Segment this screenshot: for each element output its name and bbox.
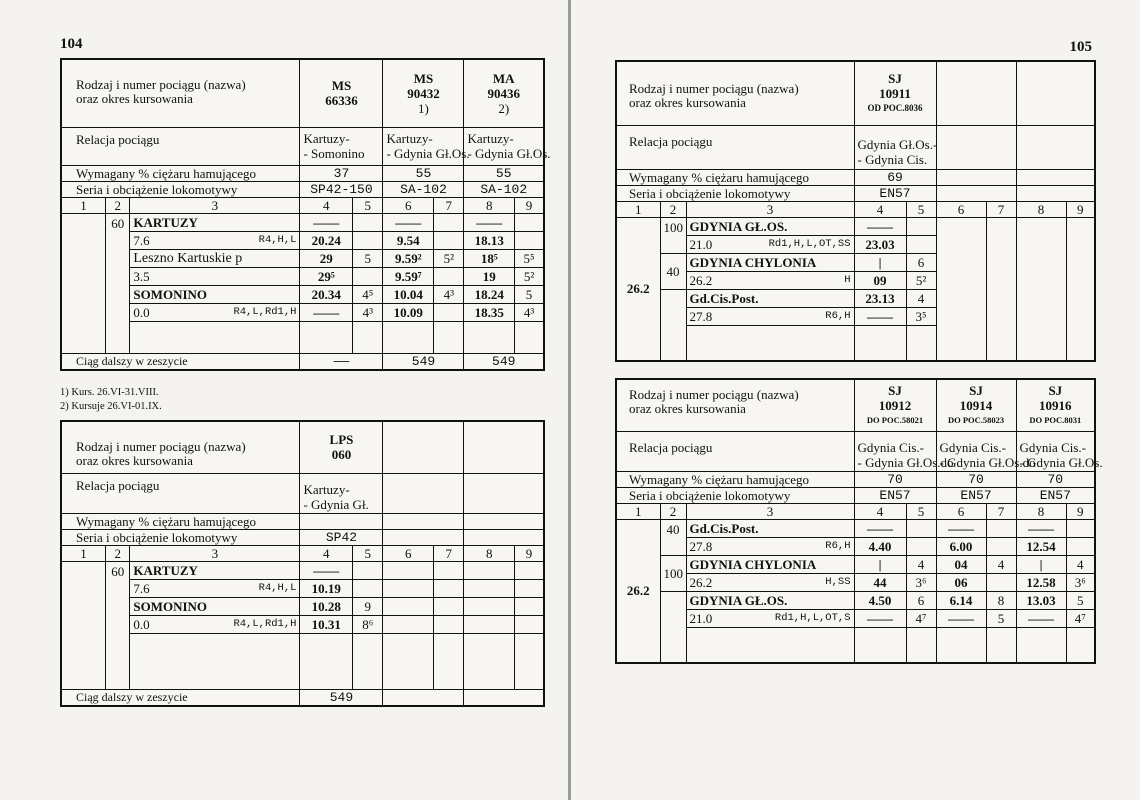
header-label: Rodzaj i numer pociągu (nazwa) oraz okres kursowania (61, 59, 300, 127)
time-cell: 18⁵ (464, 249, 515, 267)
time-cell: —— (854, 217, 906, 235)
time-cell: 10.28 (300, 597, 353, 615)
speed-cell (660, 591, 686, 663)
time-cell: 18.24 (464, 285, 515, 303)
empty-cell (434, 597, 464, 615)
stop-cell (906, 235, 936, 253)
train-header: MS 66336 (300, 59, 383, 127)
empty-cell (936, 169, 1016, 185)
empty-cell (383, 615, 434, 633)
train-relation: Kartuzy- - Gdynia Gł.Os. (464, 127, 544, 165)
time-cell: 10.19 (300, 579, 353, 597)
empty-cell (464, 513, 544, 529)
time-cell: 10.31 (300, 615, 353, 633)
empty-cell (515, 615, 544, 633)
continuation-value: 549 (300, 689, 383, 706)
time-cell: 10.09 (383, 303, 434, 321)
station-km: 26.2 H,SS (686, 573, 854, 591)
column-number: 1 (616, 201, 660, 217)
empty-header (936, 61, 1016, 125)
column-number: 4 (300, 197, 353, 213)
relation-label: Relacja pociągu (61, 127, 300, 165)
station-km: 21.0 Rd1,H,L,OT,S (686, 609, 854, 627)
column-number: 9 (1066, 201, 1095, 217)
empty-cell (383, 473, 464, 513)
train-relation: Gdynia Cis.- - Gdynia Gł.Os. (1016, 431, 1095, 471)
empty-cell (936, 627, 986, 663)
header-label: Rodzaj i numer pociągu (nazwa) oraz okres kursowania (616, 61, 854, 125)
column-number: 5 (353, 197, 383, 213)
column-number: 8 (1016, 201, 1066, 217)
column-number: 5 (906, 201, 936, 217)
empty-cell (515, 561, 544, 579)
speed-cell: 60 (106, 213, 130, 353)
brake-value: 70 (854, 471, 936, 487)
stop-cell (515, 213, 544, 231)
stop-cell (353, 231, 383, 249)
stop-cell: 5 (353, 249, 383, 267)
line-number: 26.2 (616, 217, 660, 361)
column-number: 6 (383, 545, 434, 561)
station-km: 27.8 R6,H (686, 537, 854, 555)
empty-cell (434, 633, 464, 689)
brake-value: 69 (854, 169, 936, 185)
line-number: 26.2 (616, 519, 660, 663)
time-cell: 4.50 (854, 591, 906, 609)
empty-cell (515, 597, 544, 615)
relation-label: Relacja pociągu (616, 125, 854, 169)
loco-value: SP42-150 (300, 181, 383, 197)
stop-cell (986, 573, 1016, 591)
page-number: 105 (1069, 39, 1092, 55)
station-name: GDYNIA GŁ.OS. (686, 591, 854, 609)
empty-cell (434, 615, 464, 633)
loco-label: Seria i obciążenie lokomotywy (616, 185, 854, 201)
empty-cell (464, 597, 515, 615)
empty-cell (464, 321, 515, 353)
station-name: GDYNIA CHYLONIA (686, 555, 854, 573)
loco-value: SP42 (300, 529, 383, 545)
column-number: 4 (300, 545, 353, 561)
time-cell: 12.58 (1016, 573, 1066, 591)
stop-cell: 8 (986, 591, 1016, 609)
brake-value: 70 (936, 471, 1016, 487)
empty-cell (464, 689, 544, 706)
stop-cell: 4 (986, 555, 1016, 573)
column-number: 8 (1016, 503, 1066, 519)
footnotes (60, 386, 162, 414)
stop-cell: 5 (515, 285, 544, 303)
column-number: 8 (464, 197, 515, 213)
stop-cell (906, 217, 936, 235)
page-number: 104 (60, 36, 83, 52)
header-label: Rodzaj i numer pociągu (nazwa) oraz okres kursowania (61, 421, 300, 473)
empty-header (383, 421, 464, 473)
timetable-left-1 (60, 58, 551, 371)
continuation-label: Ciąg dalszy w zeszycie (61, 353, 300, 370)
stop-cell: 5² (434, 249, 464, 267)
empty-cell (130, 321, 300, 353)
time-cell: —— (1016, 519, 1066, 537)
column-number: 8 (464, 545, 515, 561)
time-cell: 12.54 (1016, 537, 1066, 555)
time-cell: 20.24 (300, 231, 353, 249)
stop-cell: 4³ (353, 303, 383, 321)
right-page (571, 0, 1140, 800)
empty-cell (383, 689, 464, 706)
stop-cell (434, 267, 464, 285)
station-km: 3.5 (130, 267, 300, 285)
column-number: 4 (854, 201, 906, 217)
train-header: MA 90436 2) (464, 59, 544, 127)
empty-cell (434, 579, 464, 597)
column-number: 6 (383, 197, 434, 213)
empty-cell (515, 321, 544, 353)
empty-cell (383, 321, 434, 353)
station-km: 0.0 R4,L,Rd1,H (130, 303, 300, 321)
empty-cell (1016, 169, 1095, 185)
empty-cell (353, 321, 383, 353)
station-name: Gd.Cis.Post. (686, 519, 854, 537)
brake-label: Wymagany % ciężaru hamującego (61, 513, 300, 529)
timetable-right-2 (615, 378, 1103, 664)
stop-cell: 4⁵ (353, 285, 383, 303)
loco-value: SA-102 (383, 181, 464, 197)
empty-cell (1066, 217, 1095, 361)
column-number: 2 (660, 201, 686, 217)
column-number: 9 (1066, 503, 1095, 519)
stop-cell: 4³ (434, 285, 464, 303)
column-number: 7 (434, 197, 464, 213)
empty-cell (906, 325, 936, 361)
time-cell: —— (300, 303, 353, 321)
time-cell: 18.13 (464, 231, 515, 249)
stop-cell (353, 213, 383, 231)
stop-cell: 9 (353, 597, 383, 615)
train-relation: Gdynia Cis.- - Gdynia Gł.Os.do (936, 431, 1016, 471)
empty-cell (300, 321, 353, 353)
column-number: 6 (936, 503, 986, 519)
empty-cell (1016, 185, 1095, 201)
time-cell: 23.13 (854, 289, 906, 307)
empty-cell (906, 627, 936, 663)
empty-cell (130, 633, 300, 689)
empty-cell (854, 325, 906, 361)
speed-cell: 60 (106, 561, 130, 689)
station-km: 21.0 Rd1,H,L,OT,SS (686, 235, 854, 253)
empty-cell (464, 615, 515, 633)
continuation-value: 549 (383, 353, 464, 370)
speed-cell: 40 (660, 519, 686, 555)
loco-label: Seria i obciążenie lokomotywy (616, 487, 854, 503)
time-cell: 09 (854, 271, 906, 289)
time-cell: 06 (936, 573, 986, 591)
empty-cell (986, 627, 1016, 663)
stop-cell: 5² (906, 271, 936, 289)
stop-cell (434, 213, 464, 231)
train-relation: Kartuzy- - Somonino (300, 127, 383, 165)
stop-cell: 4 (1066, 555, 1095, 573)
column-number: 6 (936, 201, 986, 217)
brake-label: Wymagany % ciężaru hamującego (616, 169, 854, 185)
time-cell: 29 (300, 249, 353, 267)
empty-cell (686, 627, 854, 663)
empty-cell (1066, 627, 1095, 663)
time-cell: —— (854, 307, 906, 325)
line-cell (61, 561, 106, 689)
time-cell: 29⁵ (300, 267, 353, 285)
train-header: SJ 10914 DO POC.58023 (936, 379, 1016, 431)
loco-value: EN57 (1016, 487, 1095, 503)
time-cell: —— (1016, 609, 1066, 627)
timetable-right-1 (615, 60, 1096, 362)
brake-value: 70 (1016, 471, 1095, 487)
column-number: 2 (660, 503, 686, 519)
time-cell: 44 (854, 573, 906, 591)
stop-cell (353, 579, 383, 597)
time-cell: 04 (936, 555, 986, 573)
empty-header (464, 421, 544, 473)
station-name: Leszno Kartuskie p (130, 249, 300, 267)
stop-cell (986, 537, 1016, 555)
brake-label: Wymagany % ciężaru hamującego (61, 165, 300, 181)
brake-value (300, 513, 383, 529)
column-number: 5 (906, 503, 936, 519)
stop-cell: 3⁶ (906, 573, 936, 591)
stop-cell (986, 519, 1016, 537)
time-cell: —— (383, 213, 434, 231)
time-cell: —— (936, 609, 986, 627)
stop-cell (515, 231, 544, 249)
column-number: 3 (130, 197, 300, 213)
loco-label: Seria i obciążenie lokomotywy (61, 181, 300, 197)
station-name: KARTUZY (130, 561, 300, 579)
column-number: 1 (616, 503, 660, 519)
empty-cell (854, 627, 906, 663)
empty-cell (515, 579, 544, 597)
stop-cell: 4 (906, 555, 936, 573)
empty-cell (986, 217, 1016, 361)
station-name: KARTUZY (130, 213, 300, 231)
empty-cell (383, 633, 434, 689)
empty-cell (515, 633, 544, 689)
empty-cell (464, 579, 515, 597)
empty-cell (936, 125, 1016, 169)
train-header: SJ 10911 OD POC.8036 (854, 61, 936, 125)
left-page (0, 0, 568, 800)
column-number: 7 (986, 503, 1016, 519)
empty-cell (383, 513, 464, 529)
time-cell: —— (936, 519, 986, 537)
empty-cell (434, 321, 464, 353)
stop-cell (906, 519, 936, 537)
stop-cell (353, 267, 383, 285)
column-number: 9 (515, 545, 544, 561)
station-name: GDYNIA GŁ.OS. (686, 217, 854, 235)
train-header: LPS 060 (300, 421, 383, 473)
brake-value: 55 (464, 165, 544, 181)
empty-cell (464, 633, 515, 689)
speed-cell: 100 (660, 555, 686, 591)
empty-cell (383, 529, 464, 545)
stop-cell: 6 (906, 591, 936, 609)
time-cell: 9.59⁷ (383, 267, 434, 285)
time-cell: | (854, 253, 906, 271)
speed-cell (660, 289, 686, 361)
train-header: SJ 10916 DO POC.8031 (1016, 379, 1095, 431)
time-cell: 6.14 (936, 591, 986, 609)
station-km: 27.8 R6,H (686, 307, 854, 325)
time-cell: | (854, 555, 906, 573)
loco-value: EN57 (854, 487, 936, 503)
continuation-value: —— (300, 353, 383, 370)
empty-cell (464, 561, 515, 579)
train-header: MS 90432 1) (383, 59, 464, 127)
train-relation: Gdynia Gł.Os.- - Gdynia Cis. (854, 125, 936, 169)
column-number: 5 (353, 545, 383, 561)
timetable-left-2 (60, 420, 545, 707)
empty-cell (353, 633, 383, 689)
station-name: GDYNIA CHYLONIA (686, 253, 854, 271)
stop-cell: 4³ (515, 303, 544, 321)
stop-cell (434, 231, 464, 249)
empty-cell (686, 325, 854, 361)
stop-cell: 4⁷ (1066, 609, 1095, 627)
train-header: SJ 10912 DO POC.58021 (854, 379, 936, 431)
station-name: Gd.Cis.Post. (686, 289, 854, 307)
station-km: 26.2 H (686, 271, 854, 289)
stop-cell: 6 (906, 253, 936, 271)
time-cell: 19 (464, 267, 515, 285)
stop-cell: 5 (986, 609, 1016, 627)
time-cell: 4.40 (854, 537, 906, 555)
time-cell: 23.03 (854, 235, 906, 253)
train-relation: Kartuzy- - Gdynia Gł.Os. (383, 127, 464, 165)
empty-cell (383, 579, 434, 597)
stop-cell (906, 537, 936, 555)
time-cell: —— (300, 213, 353, 231)
stop-cell: 4⁷ (906, 609, 936, 627)
column-number: 4 (854, 503, 906, 519)
empty-header (1016, 61, 1095, 125)
empty-cell (383, 597, 434, 615)
brake-value: 55 (383, 165, 464, 181)
speed-cell: 100 (660, 217, 686, 253)
column-number: 1 (61, 197, 106, 213)
empty-cell (1016, 627, 1066, 663)
train-relation: Kartuzy- - Gdynia Gł. (300, 473, 383, 513)
empty-cell (464, 473, 544, 513)
relation-label: Relacja pociągu (61, 473, 300, 513)
time-cell: —— (464, 213, 515, 231)
empty-cell (1016, 217, 1066, 361)
time-cell: | (1016, 555, 1066, 573)
brake-label: Wymagany % ciężaru hamującego (616, 471, 854, 487)
station-name: SOMONINO (130, 285, 300, 303)
column-number: 1 (61, 545, 106, 561)
stop-cell: 5 (1066, 591, 1095, 609)
stop-cell: 3⁵ (906, 307, 936, 325)
time-cell: 9.59² (383, 249, 434, 267)
stop-cell: 4 (906, 289, 936, 307)
empty-cell (434, 561, 464, 579)
stop-cell: 5² (515, 267, 544, 285)
column-number: 2 (106, 545, 130, 561)
column-number: 2 (106, 197, 130, 213)
stop-cell: 8⁶ (353, 615, 383, 633)
loco-value: EN57 (854, 185, 936, 201)
loco-value: EN57 (936, 487, 1016, 503)
time-cell: —— (300, 561, 353, 579)
column-number: 7 (986, 201, 1016, 217)
column-number: 3 (686, 503, 854, 519)
loco-value: SA-102 (464, 181, 544, 197)
time-cell: 20.34 (300, 285, 353, 303)
time-cell: 9.54 (383, 231, 434, 249)
empty-cell (936, 185, 1016, 201)
footnote: 1) Kurs. 26.VI-31.VIII. (60, 387, 159, 398)
station-km: 0.0 R4,L,Rd1,H (130, 615, 300, 633)
stop-cell (353, 561, 383, 579)
relation-label: Relacja pociągu (616, 431, 854, 471)
station-km: 7.6 R4,H,L (130, 579, 300, 597)
column-number: 7 (434, 545, 464, 561)
continuation-label: Ciąg dalszy w zeszycie (61, 689, 300, 706)
empty-cell (383, 561, 434, 579)
column-number: 9 (515, 197, 544, 213)
time-cell: 6.00 (936, 537, 986, 555)
loco-label: Seria i obciążenie lokomotywy (61, 529, 300, 545)
stop-cell (1066, 537, 1095, 555)
footnote: 2) Kursuje 26.VI-01.IX. (60, 401, 162, 412)
empty-cell (300, 633, 353, 689)
time-cell: 13.03 (1016, 591, 1066, 609)
column-number: 3 (686, 201, 854, 217)
train-relation: Gdynia Cis.- - Gdynia Gł.Os.do (854, 431, 936, 471)
time-cell: —— (854, 519, 906, 537)
time-cell: —— (854, 609, 906, 627)
time-cell: 18.35 (464, 303, 515, 321)
column-number: 3 (130, 545, 300, 561)
continuation-value: 549 (464, 353, 544, 370)
brake-value: 37 (300, 165, 383, 181)
stop-cell (434, 303, 464, 321)
stop-cell: 3⁶ (1066, 573, 1095, 591)
empty-cell (936, 217, 986, 361)
speed-cell: 40 (660, 253, 686, 289)
empty-cell (464, 529, 544, 545)
time-cell: 10.04 (383, 285, 434, 303)
stop-cell (1066, 519, 1095, 537)
stop-cell: 5⁵ (515, 249, 544, 267)
station-km: 7.6 R4,H,L (130, 231, 300, 249)
station-name: SOMONINO (130, 597, 300, 615)
empty-cell (1016, 125, 1095, 169)
header-label: Rodzaj i numer pociągu (nazwa) oraz okres kursowania (616, 379, 854, 431)
line-cell (61, 213, 106, 353)
